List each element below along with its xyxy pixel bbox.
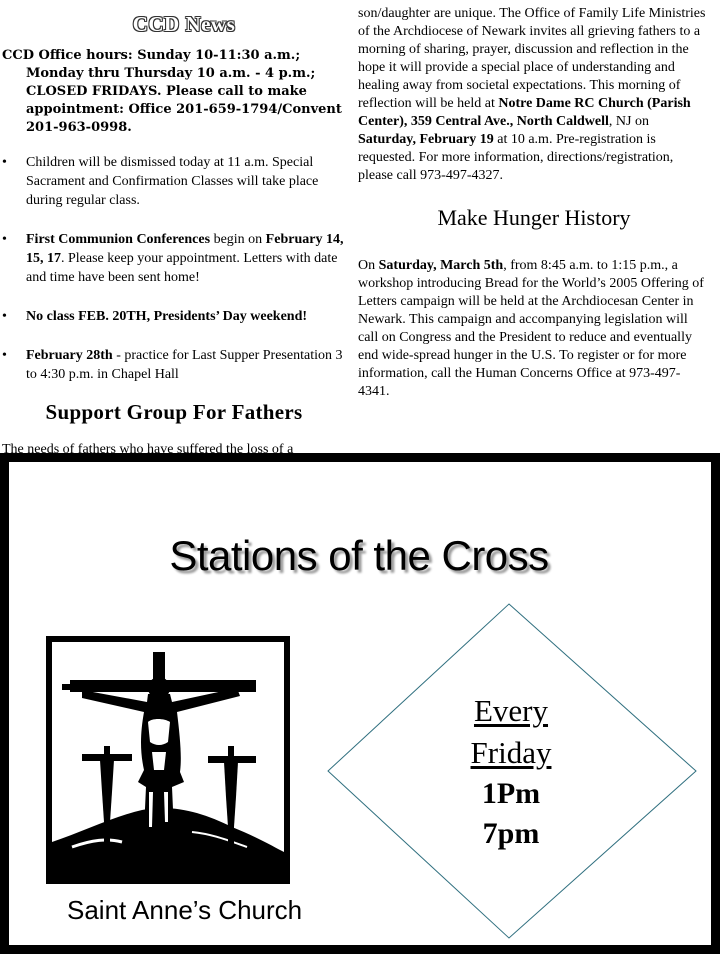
body-text-span: at 10 a.m. Pre-registration is requested. For more information, directions/registration, please call 973-497-4327.: [358, 132, 674, 183]
body-text-span: On: [358, 258, 379, 273]
bullet-bold-text: First Communion Conferences: [26, 232, 211, 247]
schedule-friday: Friday: [470, 735, 552, 770]
event-location: Notre Dame RC Church (Parish Center), 359 Central Ave., North Caldwell: [358, 96, 691, 129]
bullet-text: . Please keep your appointment. Letters with date and time have been sent home!: [26, 251, 338, 285]
ccd-office-hours: CCD Office hours: Sunday 10-11:30 a.m.; Monday thru Thursday 10 a.m. - 4 p.m.; CLOSED FRIDAYS. Please call to make appointment: Office 201-659-1794/Convent 201-963-0998.: [2, 48, 342, 135]
crucifixion-icon: [52, 642, 284, 878]
stations-title: Stations of the Cross: [169, 532, 549, 579]
event-date: Saturday, March 5th: [378, 258, 504, 273]
make-hunger-history-heading: Make Hunger History: [437, 205, 631, 230]
church-name: Saint Anne’s Church: [67, 895, 303, 925]
schedule-text: [411, 690, 611, 854]
bullet-bold-text: February 28th: [26, 348, 113, 363]
list-item: [2, 346, 346, 384]
fathers-paragraph-continued: [358, 5, 710, 185]
fathers-paragraph-start: The needs of fathers who have suffered the loss of a: [2, 442, 294, 457]
bullet-bold-text: No class FEB. 20TH, Presidents’ Day weekend!: [26, 309, 308, 324]
list-item: [2, 153, 346, 210]
list-item: [2, 230, 346, 287]
body-text-span: , from 8:45 a.m. to 1:15 p.m., a workshop introducing Bread for the World’s 2005 Offering of Letters campaign will be held at the Archdiocesan Center in Newark. This campaign and accompanying legislation will call on Congress and the President to reduce and eventually end wide-spread hunger in the U.S. To register or for more information, call the Human Concerns Office at 973-497-4341.: [358, 258, 704, 399]
event-date: Saturday, February 19: [358, 132, 494, 147]
bullet-text: Children will be dismissed today at 11 a.m. Special Sacrament and Confirmation Classes will take place during regular class.: [26, 155, 319, 208]
body-text-span: , NJ on: [608, 114, 649, 129]
bullet-text: begin on: [210, 232, 266, 247]
stations-of-the-cross-flyer: [0, 453, 720, 954]
list-item: [2, 307, 346, 326]
ccd-bullet-list: [2, 153, 346, 384]
right-column: [358, 5, 710, 401]
schedule-time-1pm: 1Pm: [481, 777, 541, 810]
hunger-paragraph: [358, 257, 710, 401]
schedule-every: Every: [473, 693, 549, 728]
body-text-span: son/daughter are unique. The Office of Family Life Ministries of the Archdiocese of Newark invites all grieving fathers to a morning of sharing, prayer, discussion and reflection in the hope it will provide a special place of understanding and healing away from societal expectations. This morning of reflection will be held at: [358, 6, 706, 111]
ccd-news-heading: CCD News: [132, 12, 236, 36]
bullet-text: - practice for Last Supper Presentation 3 to 4:30 p.m. in Chapel Hall: [26, 348, 343, 382]
support-group-heading: Support Group For Fathers: [45, 400, 303, 424]
schedule-time-7pm: 7pm: [482, 817, 540, 850]
left-column: [2, 12, 346, 459]
crucifixion-image: [46, 636, 290, 884]
bullet-bold-dates: February 14, 15, 17: [26, 232, 344, 266]
